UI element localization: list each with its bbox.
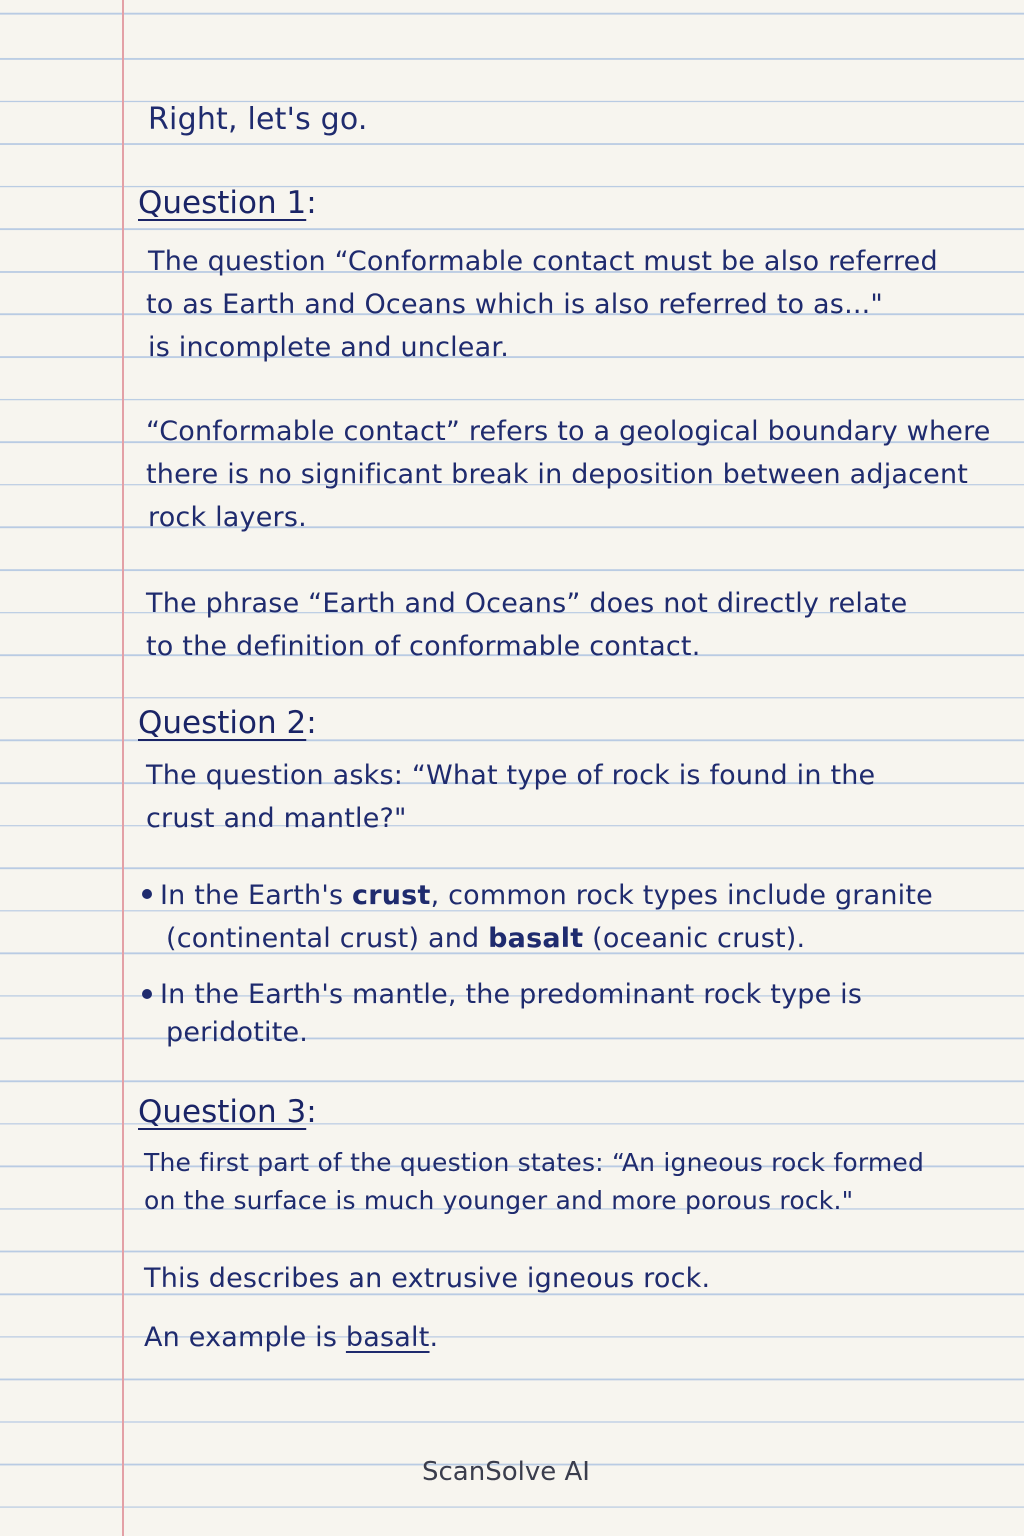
q1-para1-line3: is incomplete and unclear. (148, 332, 509, 363)
q1-para2-line1: “Conformable contact” refers to a geological boundary where (146, 416, 991, 447)
q1-para2-line2: there is no significant break in deposition between adjacent (146, 459, 969, 490)
q2-bullet1-line1 (160, 880, 933, 911)
q2-intro-line2: crust and mantle?" (146, 803, 407, 834)
q2-bullet1-pre: In the Earth's (160, 880, 353, 911)
question-2-title: Question 2 (138, 705, 307, 741)
question-3-heading (138, 1094, 317, 1130)
bullet-dot-1 (142, 889, 152, 899)
question-3-title: Question 3 (138, 1094, 307, 1130)
question-2-colon: : (306, 705, 317, 741)
q2-intro-line1: The question asks: “What type of rock is found in the (146, 760, 876, 791)
q1-para3-line2: to the definition of conformable contact. (146, 631, 701, 662)
q1-para1-line2: to as Earth and Oceans which is also referred to as..." (146, 289, 884, 320)
question-1-colon: : (306, 185, 317, 221)
q2-bullet1-post: , common rock types include granite (430, 880, 933, 911)
q3-intro-line1: The first part of the question states: “An igneous rock formed (144, 1148, 925, 1177)
q3-example-post: . (429, 1322, 439, 1353)
q1-para3-line1: The phrase “Earth and Oceans” does not directly relate (146, 588, 908, 619)
q1-para1-line1: The question “Conformable contact must be also referred (148, 246, 938, 277)
q3-intro-line2: on the surface is much younger and more porous rock." (144, 1186, 854, 1215)
question-1-title: Question 1 (138, 185, 307, 221)
greeting-text: Right, let's go. (148, 102, 368, 137)
q2-bullet1-line2 (166, 923, 805, 954)
q3-example (144, 1322, 438, 1353)
q2-bullet2-line2: peridotite. (166, 1017, 309, 1048)
q1-para2-line3: rock layers. (148, 502, 307, 533)
q2-bullet1-line2-bold: basalt (488, 923, 584, 954)
bullet-dot-2 (142, 989, 152, 999)
question-3-colon: : (306, 1094, 317, 1130)
brand-watermark: ScanSolve AI (422, 1457, 590, 1487)
margin-rule (122, 0, 124, 1536)
q2-bullet1-line2-pre: (continental crust) and (166, 923, 489, 954)
q3-example-pre: An example is (144, 1322, 346, 1353)
question-2-heading (138, 705, 317, 741)
q2-bullet1-line2-post: (oceanic crust). (583, 923, 806, 954)
q3-example-answer: basalt (345, 1322, 430, 1353)
q2-bullet1-bold: crust (352, 880, 431, 911)
q3-statement: This describes an extrusive igneous rock. (144, 1263, 711, 1294)
q2-bullet2-line1: In the Earth's mantle, the predominant rock type is (160, 979, 863, 1010)
question-1-heading (138, 185, 317, 221)
